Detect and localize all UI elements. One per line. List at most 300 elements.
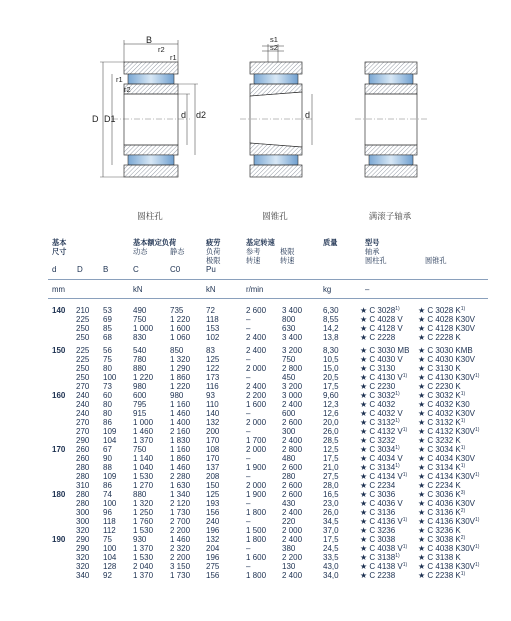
table-cell: 750	[133, 445, 147, 454]
table-cell: 3 150	[170, 562, 191, 571]
table-cell: 37,0	[323, 526, 339, 535]
table-cell: –	[246, 373, 251, 382]
col-ref-speed	[246, 490, 266, 535]
table-cell: 225	[76, 355, 90, 364]
col-C0	[170, 346, 190, 391]
table-cell: 1 320	[170, 355, 191, 364]
table-cell: 73	[103, 382, 112, 391]
table-cell: 34,0	[323, 571, 339, 580]
col-d	[52, 445, 65, 454]
bearing-data-table	[0, 236, 511, 621]
col-d	[52, 346, 65, 355]
table-cell: ★ C 4030 K30V	[418, 355, 475, 364]
table-cell: –	[246, 324, 251, 333]
table-cell: 1 630	[170, 481, 191, 490]
table-cell: 34,5	[323, 517, 339, 526]
sym-C0: C0	[170, 265, 181, 274]
table-cell: 116	[206, 382, 219, 391]
table-cell: 1 800	[246, 535, 267, 544]
table-cell: 2 000	[246, 418, 267, 427]
table-cell: ★ C 4030 V	[360, 355, 403, 364]
table-cell: 3 200	[282, 346, 303, 355]
table-cell: 43,0	[323, 562, 339, 571]
table-cell: ★ C 3236	[360, 526, 396, 535]
table-cell: 2 200	[170, 553, 191, 562]
footnote-marker: 1)	[395, 391, 400, 397]
sym-Pu: Pu	[206, 265, 216, 274]
sym-D: D	[77, 265, 83, 274]
table-cell: –	[246, 454, 251, 463]
footnote-marker: 1)	[402, 517, 408, 523]
table-cell: 1 060	[170, 333, 191, 342]
col-tap	[418, 346, 479, 391]
table-cell: ★ C 3134$^{1)}$	[360, 463, 400, 472]
table-cell: 196	[206, 553, 220, 562]
table-cell: 2 400	[246, 333, 267, 342]
table-cell: 1 220	[170, 382, 191, 391]
header-speed-ref: 参考	[246, 247, 261, 256]
table-cell: 173	[206, 373, 220, 382]
table-cell: ★ C 3028$^{1)}$	[360, 306, 400, 315]
table-cell: 750	[282, 355, 296, 364]
table-cell: 1 830	[170, 436, 191, 445]
table-cell: 110	[206, 400, 219, 409]
header-dynamic: 动态	[133, 247, 148, 256]
table-cell: 53	[103, 306, 112, 315]
table-cell: 1 140	[133, 454, 154, 463]
table-cell: 320	[76, 562, 90, 571]
header-speed-lim-2: 转速	[280, 256, 295, 265]
col-C	[133, 306, 153, 342]
bearing-cross-sections	[0, 0, 511, 230]
table-cell: 290	[76, 535, 90, 544]
table-cell: 2 200	[282, 553, 303, 562]
table-cell: 2 400	[246, 382, 267, 391]
col-C0	[170, 490, 190, 535]
table-cell: 93	[206, 391, 215, 400]
table-cell: ★ C 3034$^{1)}$	[360, 445, 400, 454]
table-cell: 490	[133, 306, 147, 315]
footnote-marker: 1)	[395, 463, 400, 469]
table-cell: 225	[76, 315, 90, 324]
footnote-marker: 1)	[474, 472, 480, 478]
header-main-dims-2: 尺寸	[52, 247, 67, 256]
col-C0	[170, 535, 190, 580]
table-cell: ★ C 3232 K	[418, 436, 461, 445]
table-cell: ★ C 3130 K	[418, 364, 461, 373]
table-cell: 280	[76, 463, 90, 472]
table-cell: ★ C 4130 $V^{1)}$	[360, 373, 408, 382]
table-cell: 1 530	[133, 526, 154, 535]
table-cell: ★ C 4036 V	[360, 499, 403, 508]
table-cell: 2 700	[170, 517, 191, 526]
table-cell: 540	[133, 346, 147, 355]
table-cell: 340	[76, 571, 90, 580]
table-cell: 930	[133, 535, 147, 544]
col-C	[133, 346, 153, 391]
table-cell: 9,60	[323, 391, 339, 400]
label-D1: D1	[104, 114, 116, 124]
table-cell: 17,5	[323, 382, 339, 391]
table-cell: 240	[76, 391, 90, 400]
table-cell: ★ C 3036 $K^{3)}$	[418, 490, 466, 499]
table-cell: 137	[206, 463, 220, 472]
table-cell: 880	[133, 490, 147, 499]
unit-kn-c: kN	[133, 285, 143, 294]
table-cell: 3 000	[282, 391, 303, 400]
col-C	[133, 391, 153, 445]
unit-kg: kg	[323, 285, 332, 294]
table-cell: 280	[76, 472, 90, 481]
table-cell: ★ C 2228 K	[418, 333, 461, 342]
table-cell: 160	[52, 391, 66, 400]
table-cell: 600	[282, 409, 296, 418]
table-cell: 480	[282, 454, 296, 463]
table-cell: ★ C 4038 $V^{1)}$	[360, 544, 408, 553]
table-cell: 2 600	[246, 306, 267, 315]
unit-dash: –	[365, 285, 370, 294]
table-cell: 2 400	[282, 436, 303, 445]
table-cell: 980	[170, 391, 184, 400]
table-cell: ★ C 4034 K30V	[418, 454, 475, 463]
table-cell: 208	[206, 472, 220, 481]
col-B	[103, 490, 116, 535]
table-cell: 320	[76, 553, 90, 562]
table-cell: 27,5	[323, 472, 339, 481]
table-cell: 156	[206, 508, 220, 517]
table-cell: 280	[282, 472, 296, 481]
table-cell: 1 040	[133, 463, 154, 472]
col-cyl	[360, 535, 407, 580]
table-cell: 204	[206, 544, 220, 553]
table-cell: 12,6	[323, 409, 339, 418]
col-B	[103, 391, 116, 445]
col-D	[76, 445, 89, 490]
table-cell: ★ C 3028 $K^{1)}$	[418, 306, 466, 315]
table-cell: ★ C 4138 $V^{1)}$	[360, 562, 408, 571]
label-d-taper: d	[305, 110, 311, 120]
col-C0	[170, 306, 190, 342]
table-cell: 132	[206, 535, 220, 544]
col-lim-speed	[282, 391, 302, 445]
footnote-marker: 1)	[460, 418, 466, 424]
col-Pu	[206, 306, 219, 342]
table-cell: 140	[206, 409, 220, 418]
table-cell: 1 800	[246, 571, 267, 580]
header-designation: 型号	[365, 238, 380, 247]
table-cell: 118	[206, 315, 219, 324]
col-ref-speed	[246, 445, 266, 490]
footnote-marker: 1)	[460, 571, 466, 577]
table-cell: 170	[206, 436, 220, 445]
footnote-marker: 3)	[460, 490, 466, 496]
table-cell: ★ C 2234	[360, 481, 396, 490]
table-cell: 75	[103, 535, 112, 544]
footnote-marker: 1)	[402, 544, 408, 550]
caption-full-complement: 满滚子轴承	[368, 212, 412, 222]
unit-mm: mm	[52, 285, 65, 294]
table-cell: 122	[206, 364, 220, 373]
table-cell: 3 400	[282, 333, 303, 342]
table-cell: 150	[52, 346, 66, 355]
caption-cylindrical-bore: 圆柱孔	[137, 212, 163, 222]
footnote-marker: 1)	[474, 544, 480, 550]
table-cell: ★ C 3030 KMB	[418, 346, 473, 355]
col-cyl	[360, 490, 407, 535]
col-d	[52, 306, 65, 315]
table-cell: 8,30	[323, 346, 339, 355]
table-cell: ★ C 4138 $K30V^{1)}$	[418, 562, 480, 571]
table-cell: 86	[103, 481, 112, 490]
footnote-marker: 1)	[474, 517, 480, 523]
table-cell: ★ C 3232	[360, 436, 396, 445]
col-D	[76, 346, 89, 391]
table-cell: 850	[170, 346, 184, 355]
table-cell: 300	[282, 427, 296, 436]
table-cell: 270	[76, 427, 90, 436]
bearing-drawings	[0, 0, 511, 230]
table-cell: ★ C 4128 V	[360, 324, 403, 333]
table-cell: ★ C 2238 $K^{1)}$	[418, 571, 466, 580]
table-cell: 2 000	[282, 526, 303, 535]
sym-C: C	[133, 265, 139, 274]
col-B	[103, 445, 116, 490]
sym-B: B	[103, 265, 109, 274]
table-cell: 1 370	[133, 571, 154, 580]
table-cell: ★ C 4032	[360, 400, 396, 409]
table-cell: 2 200	[170, 526, 191, 535]
table-cell: 220	[282, 517, 296, 526]
table-cell: 2 600	[282, 463, 303, 472]
table-cell: 109	[103, 427, 117, 436]
table-cell: 2 400	[246, 346, 267, 355]
col-Pu	[206, 535, 219, 580]
label-d2: d2	[196, 110, 207, 120]
table-cell: 1 460	[170, 463, 191, 472]
table-cell: ★ C 4032 V	[360, 409, 403, 418]
table-cell: 100	[103, 499, 117, 508]
table-cell: 300	[76, 508, 90, 517]
table-cell: 880	[133, 364, 147, 373]
table-cell: 1 900	[246, 490, 267, 499]
table-cell: 100	[103, 373, 117, 382]
table-cell: ★ C 3136	[360, 508, 396, 517]
col-Pu	[206, 490, 219, 535]
footnote-marker: 1)	[402, 562, 408, 568]
table-cell: 1 860	[170, 373, 191, 382]
table-cell: 290	[76, 544, 90, 553]
col-d	[52, 535, 65, 544]
table-cell: 2 000	[246, 364, 267, 373]
rule-units	[48, 298, 488, 299]
label-r2: r2	[124, 85, 131, 94]
table-cell: 75	[103, 355, 112, 364]
table-cell: 17,5	[323, 535, 339, 544]
table-cell: 250	[76, 364, 90, 373]
label-s1: s1	[270, 35, 278, 44]
footnote-marker: 1)	[474, 562, 480, 568]
table-cell: 92	[103, 571, 112, 580]
table-cell: 170	[206, 454, 220, 463]
footnote-marker: 1)	[402, 472, 408, 478]
table-cell: 1 250	[133, 508, 154, 517]
table-cell: ★ C 4132 $K30V^{1)}$	[418, 427, 480, 436]
footnote-marker: 2)	[460, 508, 466, 514]
table-cell: –	[246, 562, 251, 571]
footnote-marker: 1)	[395, 445, 400, 451]
table-cell: 12,3	[323, 400, 339, 409]
table-cell: 90	[103, 454, 112, 463]
header-fatigue-2: 负荷	[206, 247, 221, 256]
table-cell: 56	[103, 346, 112, 355]
col-lim-speed	[282, 346, 302, 391]
table-cell: ★ C 4034 V	[360, 454, 403, 463]
footnote-marker: 1)	[474, 373, 480, 379]
footnote-marker: 1)	[460, 463, 466, 469]
table-cell: 28,5	[323, 436, 339, 445]
table-cell: 280	[76, 499, 90, 508]
table-cell: 1 860	[170, 454, 191, 463]
table-cell: 300	[76, 517, 90, 526]
table-cell: 800	[282, 315, 296, 324]
table-cell: 14,2	[323, 324, 339, 333]
table-cell: ★ C 3030 MB	[360, 346, 410, 355]
col-C	[133, 445, 153, 490]
table-cell: 2 040	[133, 562, 154, 571]
header-fatigue-3: 极限	[206, 256, 221, 265]
table-cell: ★ C 3032 $K^{1)}$	[418, 391, 466, 400]
footnote-marker: 1)	[460, 445, 466, 451]
table-cell: 260	[76, 445, 90, 454]
table-cell: 200	[206, 427, 220, 436]
table-cell: 3 400	[282, 306, 303, 315]
table-cell: 915	[133, 409, 147, 418]
rule-top	[48, 279, 488, 280]
table-cell: 20,5	[323, 373, 339, 382]
table-cell: ★ C 4038 $K30V^{1)}$	[418, 544, 480, 553]
table-cell: 74	[103, 490, 112, 499]
table-cell: 1 600	[246, 553, 267, 562]
table-cell: 28,0	[323, 481, 339, 490]
header-taper-bore: 圆锥孔	[425, 256, 447, 265]
col-ref-speed	[246, 346, 266, 391]
table-cell: 13,8	[323, 333, 339, 342]
table-cell: 1 000	[133, 324, 154, 333]
table-cell: 250	[76, 324, 90, 333]
label-r1: r1	[116, 75, 123, 84]
header-cyl-bore: 圆柱孔	[365, 256, 387, 265]
col-C	[133, 535, 153, 580]
table-cell: ★ C 4128 K30V	[418, 324, 475, 333]
sym-d: d	[52, 265, 57, 274]
col-lim-speed	[282, 306, 302, 342]
table-cell: 68	[103, 333, 112, 342]
table-cell: ★ C 3036	[360, 490, 396, 499]
table-cell: 1 340	[170, 490, 191, 499]
table-cell: 180	[52, 490, 66, 499]
table-cell: 1 530	[133, 553, 154, 562]
header-main-dims-1: 基本	[52, 238, 67, 247]
table-cell: 2 800	[282, 364, 303, 373]
table-cell: 132	[206, 418, 220, 427]
col-Pu	[206, 445, 219, 490]
col-D	[76, 490, 89, 535]
table-cell: 6,30	[323, 306, 339, 315]
table-cell: ★ C 3130	[360, 364, 396, 373]
col-C	[133, 490, 153, 535]
table-cell: 26,0	[323, 427, 339, 436]
table-cell: 1 730	[170, 508, 191, 517]
table-cell: 96	[103, 508, 112, 517]
table-cell: 2 400	[282, 400, 303, 409]
table-cell: 125	[206, 490, 220, 499]
col-d	[52, 391, 65, 400]
col-cyl	[360, 306, 403, 342]
full-complement-drawing	[355, 62, 428, 177]
table-cell: 102	[206, 333, 220, 342]
table-cell: 1 700	[246, 436, 267, 445]
table-cell: 240	[76, 409, 90, 418]
table-cell: 130	[282, 562, 296, 571]
col-tap	[418, 391, 479, 445]
col-mass	[323, 535, 339, 580]
table-cell: 80	[103, 364, 112, 373]
col-lim-speed	[282, 535, 302, 580]
table-cell: 830	[133, 333, 147, 342]
footnote-marker: 1)	[395, 418, 400, 424]
table-cell: ★ C 3034 $K^{1)}$	[418, 445, 466, 454]
table-cell: 1 800	[246, 508, 267, 517]
table-cell: ★ C 3138$^{1)}$	[360, 553, 400, 562]
col-lim-speed	[282, 445, 302, 490]
table-cell: 2 600	[282, 418, 303, 427]
table-cell: 2 800	[282, 445, 303, 454]
table-cell: ★ C 3032$^{1)}$	[360, 391, 400, 400]
table-cell: 69	[103, 315, 112, 324]
col-B	[103, 306, 112, 342]
col-ref-speed	[246, 391, 266, 445]
table-cell: 290	[76, 436, 90, 445]
table-cell: 270	[76, 382, 90, 391]
table-cell: ★ C 3236 K	[418, 526, 461, 535]
table-cell: 1 460	[170, 409, 191, 418]
table-cell: 1 730	[170, 571, 191, 580]
table-cell: 10,5	[323, 355, 339, 364]
cylindrical-bore-drawing	[100, 40, 198, 177]
table-cell: 1 460	[170, 535, 191, 544]
table-cell: 16,5	[323, 490, 339, 499]
table-cell: 2 400	[282, 508, 303, 517]
col-D	[76, 535, 89, 580]
label-s2: s2	[270, 43, 278, 52]
table-cell: ★ C 3132$^{1)}$	[360, 418, 400, 427]
unit-rmin: r/min	[246, 285, 264, 294]
table-cell: ★ C 3134 $K^{1)}$	[418, 463, 466, 472]
footnote-marker: 1)	[395, 306, 400, 312]
table-cell: 193	[206, 499, 220, 508]
table-cell: 2 400	[282, 535, 303, 544]
col-mass	[323, 490, 339, 535]
footnote-marker: 1)	[460, 391, 466, 397]
table-cell: ★ C 4134 $V^{1)}$	[360, 472, 408, 481]
table-cell: 17,5	[323, 454, 339, 463]
table-cell: –	[246, 517, 251, 526]
table-cell: 80	[103, 409, 112, 418]
header-speed: 基定转速	[246, 238, 275, 247]
col-mass	[323, 346, 339, 391]
table-cell: ★ C 4032 K30	[418, 400, 470, 409]
table-cell: 2 600	[282, 490, 303, 499]
